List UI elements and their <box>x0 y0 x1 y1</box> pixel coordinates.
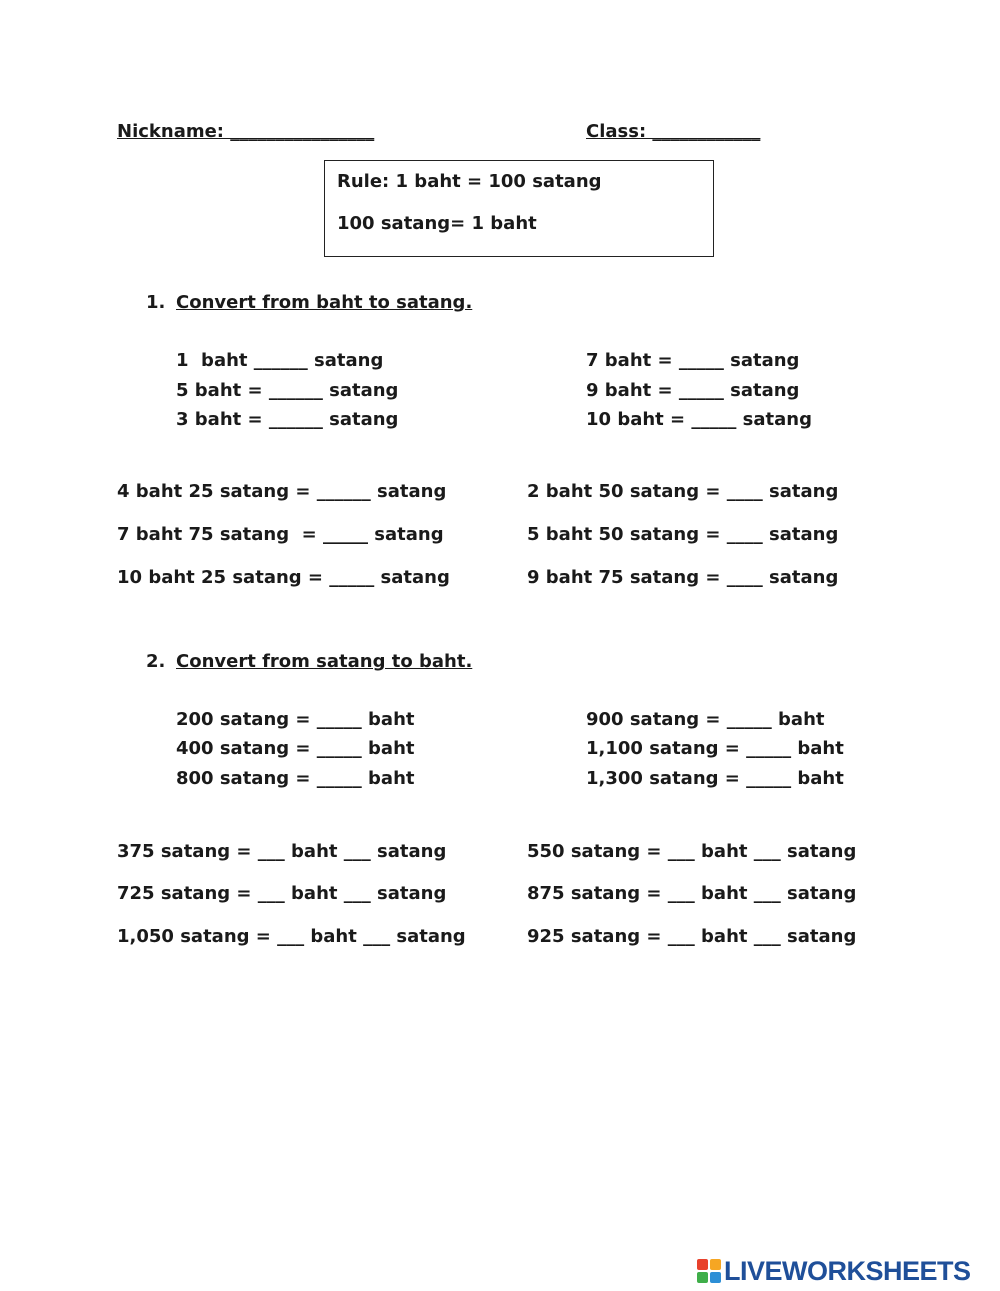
exercise-item[interactable]: 375 satang = ___ baht ___ satang <box>117 841 447 862</box>
exercise-item[interactable]: 4 baht 25 satang = ______ satang <box>117 481 447 502</box>
exercise-item[interactable]: 1,050 satang = ___ baht ___ satang <box>117 926 466 947</box>
exercise-item[interactable]: 7 baht = _____ satang <box>586 350 800 371</box>
exercise-item[interactable]: 10 baht 25 satang = _____ satang <box>117 567 450 588</box>
section-1-title: Convert from baht to satang. <box>176 292 473 313</box>
exercise-item[interactable]: 925 satang = ___ baht ___ satang <box>527 926 857 947</box>
nickname-field[interactable]: Nickname: ________________ <box>117 121 375 142</box>
logo-blocks-icon <box>697 1259 721 1283</box>
exercise-item[interactable]: 1,300 satang = _____ baht <box>586 768 844 789</box>
exercise-item[interactable]: 550 satang = ___ baht ___ satang <box>527 841 857 862</box>
section-2-number: 2. <box>146 651 166 672</box>
exercise-item[interactable]: 2 baht 50 satang = ____ satang <box>527 481 839 502</box>
exercise-item[interactable]: 900 satang = _____ baht <box>586 709 825 730</box>
exercise-item[interactable]: 725 satang = ___ baht ___ satang <box>117 883 447 904</box>
section-2-title: Convert from satang to baht. <box>176 651 473 672</box>
exercise-item[interactable]: 800 satang = _____ baht <box>176 768 415 789</box>
exercise-item[interactable]: 1,100 satang = _____ baht <box>586 738 844 759</box>
exercise-item[interactable]: 10 baht = _____ satang <box>586 409 812 430</box>
exercise-item[interactable]: 3 baht = ______ satang <box>176 409 399 430</box>
exercise-item[interactable]: 9 baht 75 satang = ____ satang <box>527 567 839 588</box>
section-1-number: 1. <box>146 292 166 313</box>
class-field[interactable]: Class: ____________ <box>586 121 761 142</box>
rule-line-1: Rule: 1 baht = 100 satang <box>337 171 602 192</box>
exercise-item[interactable]: 200 satang = _____ baht <box>176 709 415 730</box>
liveworksheets-logo[interactable] <box>697 1256 971 1286</box>
exercise-item[interactable]: 875 satang = ___ baht ___ satang <box>527 883 857 904</box>
exercise-item[interactable]: 400 satang = _____ baht <box>176 738 415 759</box>
rule-line-2: 100 satang= 1 baht <box>337 213 537 234</box>
exercise-item[interactable]: 5 baht = ______ satang <box>176 380 399 401</box>
logo-text: LIVEWORKSHEETS <box>724 1255 971 1286</box>
exercise-item[interactable]: 7 baht 75 satang = _____ satang <box>117 524 444 545</box>
exercise-item[interactable]: 9 baht = _____ satang <box>586 380 800 401</box>
exercise-item[interactable]: 5 baht 50 satang = ____ satang <box>527 524 839 545</box>
exercise-item[interactable]: 1 baht ______ satang <box>176 350 384 371</box>
